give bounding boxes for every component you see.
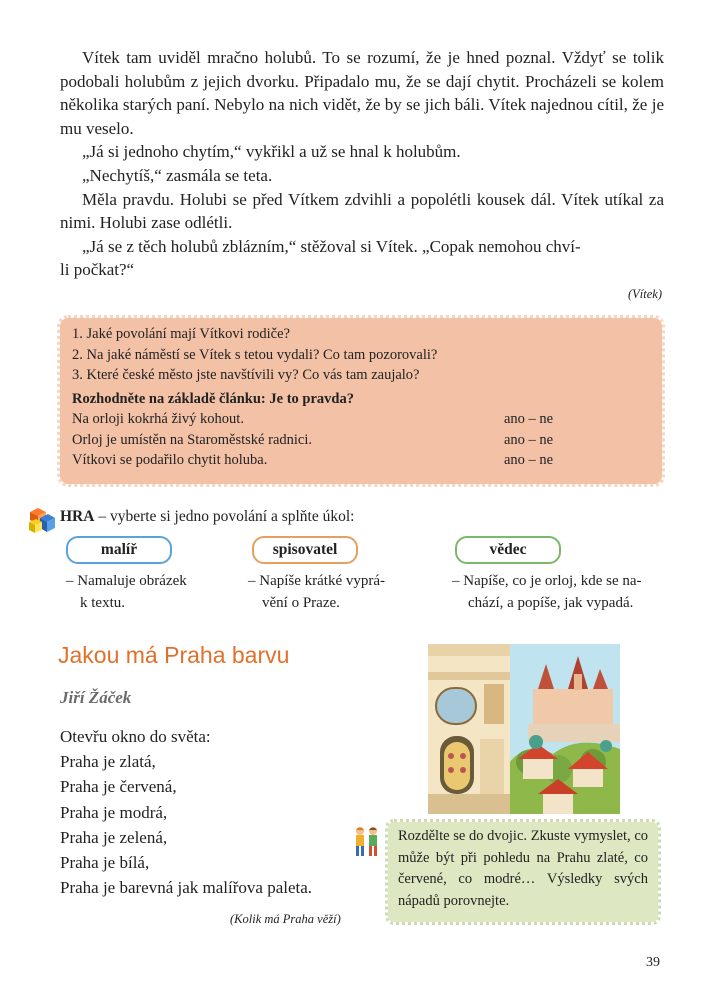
story-paragraph: „Nechytíš,“ zasmála se teta. xyxy=(82,165,273,185)
painter-task xyxy=(66,570,216,614)
page-number: 39 xyxy=(646,955,660,970)
task-line: – Napíše krátké vyprá- xyxy=(248,573,386,589)
task-line: chází, a popíše, jak vypadá. xyxy=(468,595,634,611)
poem-source: (Kolik má Praha věží) xyxy=(230,912,341,926)
story-paragraph: li počkat?“ xyxy=(60,260,135,280)
children-pair-icon xyxy=(352,826,382,860)
poem-line: Praha je modrá, xyxy=(60,802,168,822)
poem-line: Praha je bílá, xyxy=(60,853,150,873)
task-line: – Napíše, co je orloj, kde se na- xyxy=(452,573,642,589)
story-text xyxy=(60,46,664,282)
job-painter: malíř xyxy=(66,536,172,564)
writer-task xyxy=(248,570,398,614)
pair-task-box xyxy=(388,822,658,922)
statement-text: Vítkovi se podařilo chytit holuba. xyxy=(72,452,268,468)
story-paragraph: Vítek tam uviděl mračno holubů. To se rozumí, že je hned poznal. Vždyť se tolik podobali holubům z jejich dvorku. Připadalo mu, že se dají chytit. Procházeli se kolem několika starých paní. Nebylo na nich vidět, že by se jich báli. Vítek najednou cítil, že je mu veselo. xyxy=(60,48,664,138)
story-source: (Vítek) xyxy=(627,287,662,301)
statement-row xyxy=(72,430,652,451)
poem-title: Jakou má Praha barvu xyxy=(58,642,290,668)
statement-text: Orloj je umístěn na Staroměstské radnici. xyxy=(72,431,313,448)
prague-illustration xyxy=(428,644,620,814)
task-line: k textu. xyxy=(80,595,125,611)
statement-text: Na orloji kokrhá živý kohout. xyxy=(72,411,244,427)
hra-label: HRA xyxy=(60,508,95,525)
statement-answer: ano – ne xyxy=(504,431,554,448)
hra-text: – vyberte si jedno povolání a splňte úkol: xyxy=(94,508,355,525)
poem-line: Praha je zlatá, xyxy=(60,752,156,772)
hra-instruction xyxy=(60,508,354,526)
story-paragraph: Měla pravdu. Holubi se před Vítkem zdvihli a popolétli kousek dál. Vítek utíkal za nimi. Holubi zase odlétli. xyxy=(60,189,664,233)
building-blocks-icon xyxy=(28,504,56,534)
statement-row xyxy=(72,450,652,471)
poem-line: Praha je barevná jak malířova paleta. xyxy=(60,878,313,898)
poem-line: Praha je zelená, xyxy=(60,827,168,847)
task-line: vění o Praze. xyxy=(262,595,340,611)
question-2: 2. Na jaké náměstí se Vítek s tetou vydali? Co tam pozorovali? xyxy=(72,346,438,363)
question-3: 3. Které české město jste navštívili vy? Co vás tam zaujalo? xyxy=(72,367,420,383)
poem-line: Otevřu okno do světa: xyxy=(60,727,211,746)
scientist-task xyxy=(452,570,666,614)
poem-author: Jiří Žáček xyxy=(60,688,132,707)
story-paragraph: „Já si jednoho chytím,“ vykřikl a už se hnal k holubům. xyxy=(82,142,461,162)
pair-task-text: Rozdělte se do dvojic. Zkuste vymyslet, co může být při pohledu na Prahu zlaté, co červené, co modré… Výsledky svých nápadů porovnejte. xyxy=(398,828,648,909)
job-writer: spisovatel xyxy=(252,536,358,564)
statement-answer: ano – ne xyxy=(504,411,554,427)
questions-box xyxy=(60,318,662,484)
task-line: – Namaluje obrázek xyxy=(66,573,187,589)
poem-line: Praha je červená, xyxy=(60,777,177,797)
statement-row xyxy=(72,409,652,430)
truth-heading: Rozhodněte na základě článku: Je to pravda? xyxy=(72,390,354,407)
poem-text xyxy=(60,724,312,900)
job-scientist: vědec xyxy=(455,536,561,564)
statement-answer: ano – ne xyxy=(504,452,554,468)
question-1: 1. Jaké povolání mají Vítkovi rodiče? xyxy=(72,326,290,342)
story-paragraph: „Já se z těch holubů zblázním,“ stěžoval si Vítek. „Copak nemohou chví- xyxy=(82,236,581,256)
